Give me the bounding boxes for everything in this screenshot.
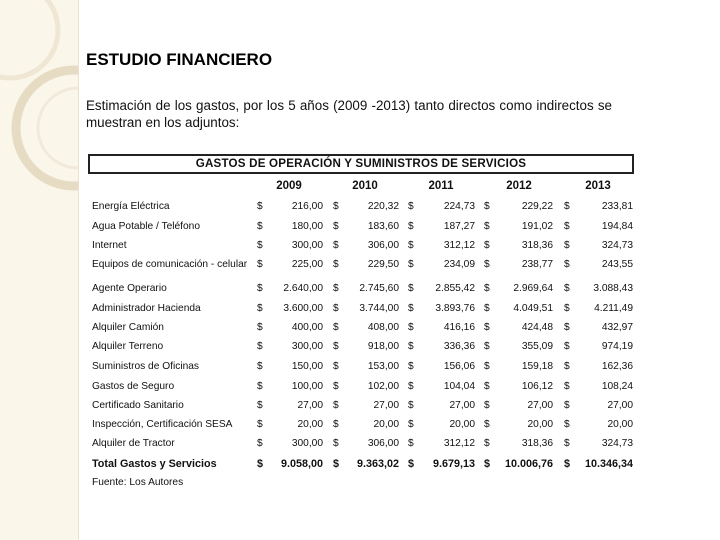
table-row [92, 201, 637, 219]
cell-value: 355,09 [521, 341, 553, 352]
cell-value: 224,73 [443, 201, 475, 212]
currency-symbol: $ [257, 381, 263, 392]
row-label: Equipos de comunicación - celular [92, 259, 248, 270]
currency-symbol: $ [564, 438, 570, 449]
currency-symbol: $ [257, 303, 263, 314]
currency-symbol: $ [564, 419, 570, 430]
currency-symbol: $ [564, 322, 570, 333]
cell-value: 3.088,43 [593, 283, 633, 294]
cell-value: 194,84 [601, 221, 633, 232]
cell-value: 9.058,00 [280, 458, 323, 470]
cell-value: 106,12 [521, 381, 553, 392]
cell-value: 233,81 [601, 201, 633, 212]
cell-value: 432,97 [601, 322, 633, 333]
currency-symbol: $ [564, 221, 570, 232]
table-title: GASTOS DE OPERACIÓN Y SUMINISTROS DE SERVICIOS [88, 154, 634, 174]
cell-value: 9.679,13 [432, 458, 475, 470]
row-label: Gastos de Seguro [92, 381, 175, 392]
currency-symbol: $ [484, 201, 490, 212]
currency-symbol: $ [257, 419, 263, 430]
cell-value: 243,55 [601, 259, 633, 270]
cell-value: 336,36 [443, 341, 475, 352]
cell-value: 312,12 [443, 240, 475, 251]
currency-symbol: $ [408, 221, 414, 232]
cell-value: 974,19 [601, 341, 633, 352]
currency-symbol: $ [408, 341, 414, 352]
cell-value: 2.969,64 [513, 283, 553, 294]
cell-value: 20,00 [527, 419, 553, 430]
currency-symbol: $ [408, 419, 414, 430]
row-label: Internet [92, 240, 127, 251]
row-label: Certificado Sanitario [92, 400, 184, 411]
currency-symbol: $ [408, 322, 414, 333]
currency-symbol: $ [257, 240, 263, 251]
cell-value: 27,00 [449, 400, 475, 411]
currency-symbol: $ [484, 283, 490, 294]
table-row [92, 341, 637, 359]
row-label: Alquiler Camión [92, 322, 164, 333]
currency-symbol: $ [408, 381, 414, 392]
row-label: Alquiler Terreno [92, 341, 164, 352]
currency-symbol: $ [564, 201, 570, 212]
table-row [92, 259, 637, 277]
currency-symbol: $ [333, 419, 339, 430]
table-row [92, 221, 637, 239]
cell-value: 225,00 [291, 259, 323, 270]
currency-symbol: $ [333, 438, 339, 449]
year-header: 2012 [506, 180, 532, 192]
year-header: 2010 [352, 180, 378, 192]
currency-symbol: $ [333, 322, 339, 333]
cell-value: 27,00 [527, 400, 553, 411]
cell-value: 424,48 [521, 322, 553, 333]
table-row [92, 400, 637, 418]
cell-value: 300,00 [291, 341, 323, 352]
intro-paragraph: Estimación de los gastos, por los 5 años (2009 -2013) tanto directos como indirectos se muestran en los adjuntos: [86, 98, 612, 130]
row-label: Agente Operario [92, 283, 167, 294]
currency-symbol: $ [333, 283, 339, 294]
currency-symbol: $ [257, 438, 263, 449]
currency-symbol: $ [484, 303, 490, 314]
currency-symbol: $ [333, 458, 340, 470]
currency-symbol: $ [408, 201, 414, 212]
table-row [92, 303, 637, 321]
cell-value: 216,00 [291, 201, 323, 212]
currency-symbol: $ [484, 240, 490, 251]
row-label: Administrador Hacienda [92, 303, 201, 314]
currency-symbol: $ [484, 221, 490, 232]
row-label: Agua Potable / Teléfono [92, 221, 200, 232]
cell-value: 416,16 [443, 322, 475, 333]
cell-value: 162,36 [601, 361, 633, 372]
cell-value: 229,22 [521, 201, 553, 212]
cell-value: 20,00 [449, 419, 475, 430]
cell-value: 20,00 [297, 419, 323, 430]
table-row [92, 322, 637, 340]
cell-value: 10.006,76 [504, 458, 553, 470]
currency-symbol: $ [257, 221, 263, 232]
currency-symbol: $ [484, 322, 490, 333]
currency-symbol: $ [484, 438, 490, 449]
cell-value: 187,27 [443, 221, 475, 232]
currency-symbol: $ [564, 303, 570, 314]
currency-symbol: $ [564, 240, 570, 251]
currency-symbol: $ [257, 283, 263, 294]
cell-value: 150,00 [291, 361, 323, 372]
decorative-sidebar [0, 0, 79, 540]
currency-symbol: $ [333, 341, 339, 352]
currency-symbol: $ [484, 419, 490, 430]
year-header: 2009 [276, 180, 302, 192]
cell-value: 156,06 [443, 361, 475, 372]
currency-symbol: $ [333, 259, 339, 270]
cell-value: 229,50 [367, 259, 399, 270]
total-label: Total Gastos y Servicios [92, 458, 217, 470]
table-row [92, 361, 637, 379]
cell-value: 300,00 [291, 240, 323, 251]
cell-value: 27,00 [607, 400, 633, 411]
table-row [92, 283, 637, 301]
year-header: 2011 [428, 180, 454, 192]
currency-symbol: $ [257, 361, 263, 372]
cell-value: 918,00 [367, 341, 399, 352]
cell-value: 324,73 [601, 240, 633, 251]
row-label: Inspección, Certificación SESA [92, 419, 233, 430]
cell-value: 3.600,00 [283, 303, 323, 314]
table-row [92, 438, 637, 456]
cell-value: 4.049,51 [513, 303, 553, 314]
cell-value: 104,04 [443, 381, 475, 392]
cell-value: 238,77 [521, 259, 553, 270]
currency-symbol: $ [257, 400, 263, 411]
currency-symbol: $ [257, 341, 263, 352]
currency-symbol: $ [408, 259, 414, 270]
currency-symbol: $ [564, 458, 571, 470]
row-label: Energía Eléctrica [92, 201, 170, 212]
cell-value: 234,09 [443, 259, 475, 270]
currency-symbol: $ [333, 221, 339, 232]
total-row [92, 458, 637, 476]
cell-value: 3.893,76 [435, 303, 475, 314]
cell-value: 306,00 [367, 438, 399, 449]
currency-symbol: $ [408, 303, 414, 314]
currency-symbol: $ [257, 458, 264, 470]
currency-symbol: $ [564, 361, 570, 372]
currency-symbol: $ [484, 259, 490, 270]
cell-value: 2.640,00 [283, 283, 323, 294]
cell-value: 318,36 [521, 240, 553, 251]
cell-value: 159,18 [521, 361, 553, 372]
cell-value: 20,00 [373, 419, 399, 430]
currency-symbol: $ [408, 400, 414, 411]
row-label: Suministros de Oficinas [92, 361, 200, 372]
cell-value: 183,60 [367, 221, 399, 232]
page-title: ESTUDIO FINANCIERO [86, 50, 273, 69]
currency-symbol: $ [484, 381, 490, 392]
cell-value: 3.744,00 [359, 303, 399, 314]
table-source: Fuente: Los Autores [92, 477, 184, 488]
currency-symbol: $ [408, 438, 414, 449]
cell-value: 400,00 [291, 322, 323, 333]
currency-symbol: $ [484, 458, 491, 470]
currency-symbol: $ [408, 283, 414, 294]
currency-symbol: $ [257, 259, 263, 270]
year-header: 2013 [585, 180, 611, 192]
cell-value: 312,12 [443, 438, 475, 449]
currency-symbol: $ [333, 240, 339, 251]
cell-value: 102,00 [367, 381, 399, 392]
cell-value: 191,02 [521, 221, 553, 232]
currency-symbol: $ [408, 240, 414, 251]
currency-symbol: $ [333, 361, 339, 372]
table-row [92, 240, 637, 258]
decorative-circles-icon [0, 0, 78, 540]
cell-value: 27,00 [373, 400, 399, 411]
cell-value: 9.363,02 [356, 458, 399, 470]
currency-symbol: $ [564, 400, 570, 411]
cell-value: 180,00 [291, 221, 323, 232]
cell-value: 27,00 [297, 400, 323, 411]
currency-symbol: $ [564, 259, 570, 270]
cell-value: 20,00 [607, 419, 633, 430]
currency-symbol: $ [564, 283, 570, 294]
cell-value: 100,00 [291, 381, 323, 392]
currency-symbol: $ [484, 400, 490, 411]
currency-symbol: $ [257, 322, 263, 333]
cell-value: 324,73 [601, 438, 633, 449]
cell-value: 318,36 [521, 438, 553, 449]
cell-value: 300,00 [291, 438, 323, 449]
currency-symbol: $ [564, 341, 570, 352]
table-row [92, 381, 637, 399]
currency-symbol: $ [408, 361, 414, 372]
row-label: Alquiler de Tractor [92, 438, 175, 449]
currency-symbol: $ [333, 400, 339, 411]
cell-value: 306,00 [367, 240, 399, 251]
cell-value: 10.346,34 [584, 458, 633, 470]
currency-symbol: $ [333, 381, 339, 392]
cell-value: 2.855,42 [435, 283, 475, 294]
cell-value: 408,00 [367, 322, 399, 333]
cell-value: 2.745,60 [359, 283, 399, 294]
currency-symbol: $ [257, 201, 263, 212]
table-row [92, 419, 637, 437]
cell-value: 220,32 [367, 201, 399, 212]
currency-symbol: $ [333, 303, 339, 314]
cell-value: 4.211,49 [594, 303, 633, 314]
currency-symbol: $ [484, 341, 490, 352]
cell-value: 108,24 [601, 381, 633, 392]
cell-value: 153,00 [367, 361, 399, 372]
currency-symbol: $ [408, 458, 415, 470]
currency-symbol: $ [564, 381, 570, 392]
currency-symbol: $ [333, 201, 339, 212]
currency-symbol: $ [484, 361, 490, 372]
